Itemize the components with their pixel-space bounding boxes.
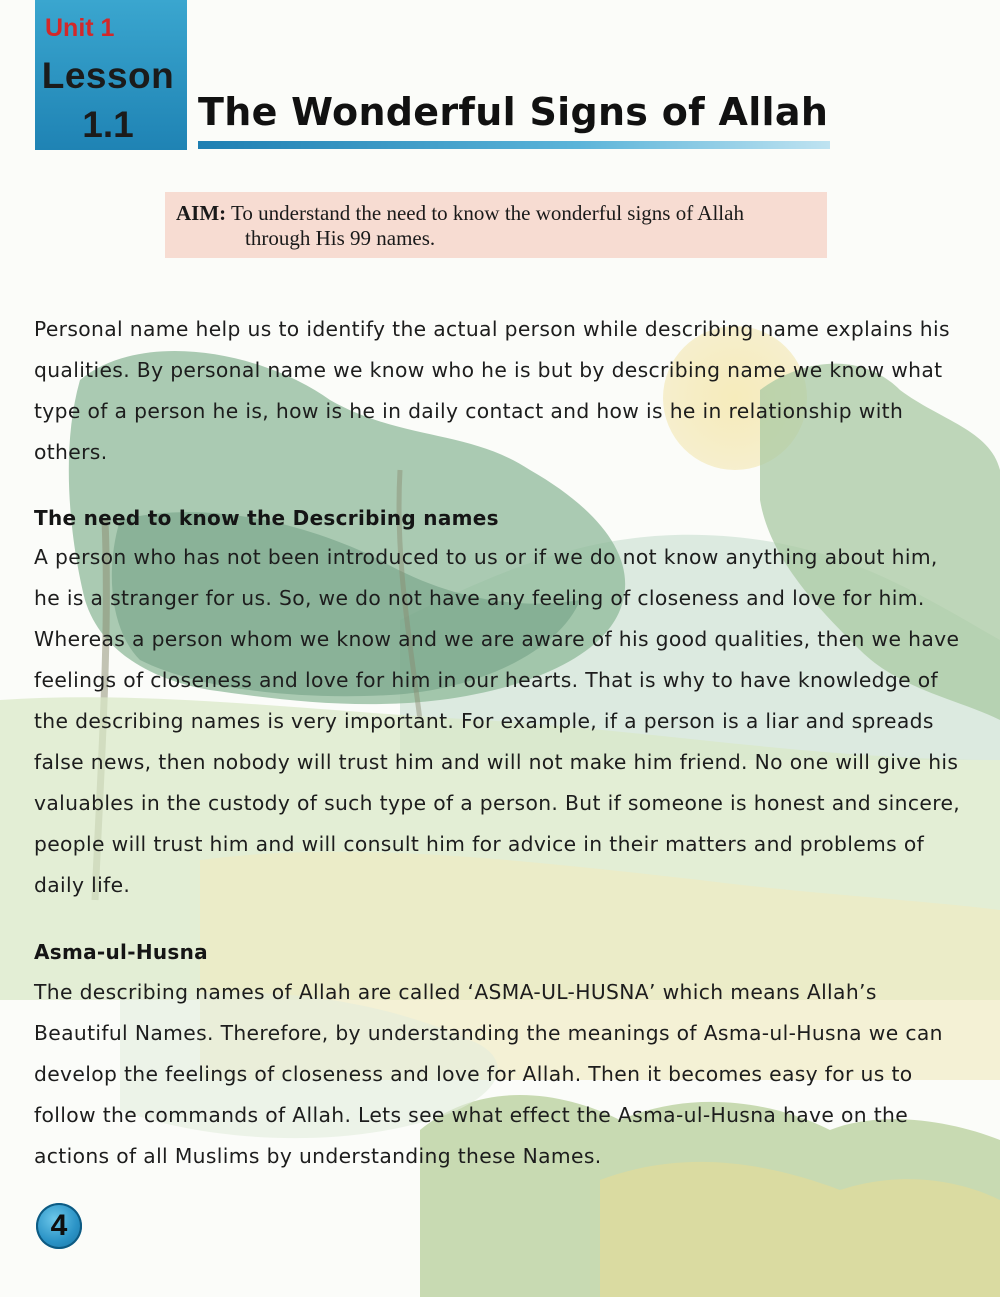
page-title: The Wonderful Signs of Allah	[198, 90, 829, 134]
aim-box	[165, 192, 827, 258]
need-paragraph: A person who has not been introduced to us or if we do not know anything about him, he is a stranger for us. So, we do not have any feeling of closeness and love for him. Whereas a person whom we know and we are aware of his good qualities, then we have feelings of closeness and love for him in our hearts. That is why to have knowledge of the describing names is very important. For example, if a person is a liar and spreads false news, then nobody will trust him and will not make him friend. No one will give his valuables in the custody of such type of a person. But if someone is honest and sincere, people will trust him and will consult him for advice in their matters and problems of daily life.	[34, 545, 961, 897]
unit-label: Unit 1	[45, 14, 115, 42]
lesson-box	[35, 0, 187, 150]
lesson-label: Lesson	[41, 55, 175, 96]
aim-line1	[176, 201, 744, 226]
page-number: 4	[36, 1203, 82, 1249]
lesson-number: 1.1	[82, 104, 134, 145]
section-heading-need: The need to know the Describing names	[34, 506, 499, 530]
bushes-yellow	[600, 1162, 1000, 1297]
aim-label: AIM:	[176, 201, 227, 225]
asma-paragraph: The describing names of Allah are called ‘ASMA-UL-HUSNA’ which means Allah’s Beautiful Names. Therefore, by understanding the meanings of Asma-ul-Husna we can develop the feelings of closeness and love for Allah. Then it becomes easy for us to follow the commands of Allah. Lets see what effect the Asma-ul-Husna have on the actions of all Muslims by understanding these Names.	[34, 980, 943, 1168]
section-heading-asma: Asma-ul-Husna	[34, 940, 208, 964]
title-underline	[198, 141, 830, 149]
intro-paragraph: Personal name help us to identify the actual person while describing name explains his qualities. By personal name we know who he is but by describing name we know what type of a person he is, how is he in daily contact and how is he in relationship with others.	[34, 317, 950, 464]
aim-text: To understand the need to know the wonderful signs of Allah	[231, 201, 744, 225]
aim-line2: through His 99 names.	[245, 226, 436, 250]
